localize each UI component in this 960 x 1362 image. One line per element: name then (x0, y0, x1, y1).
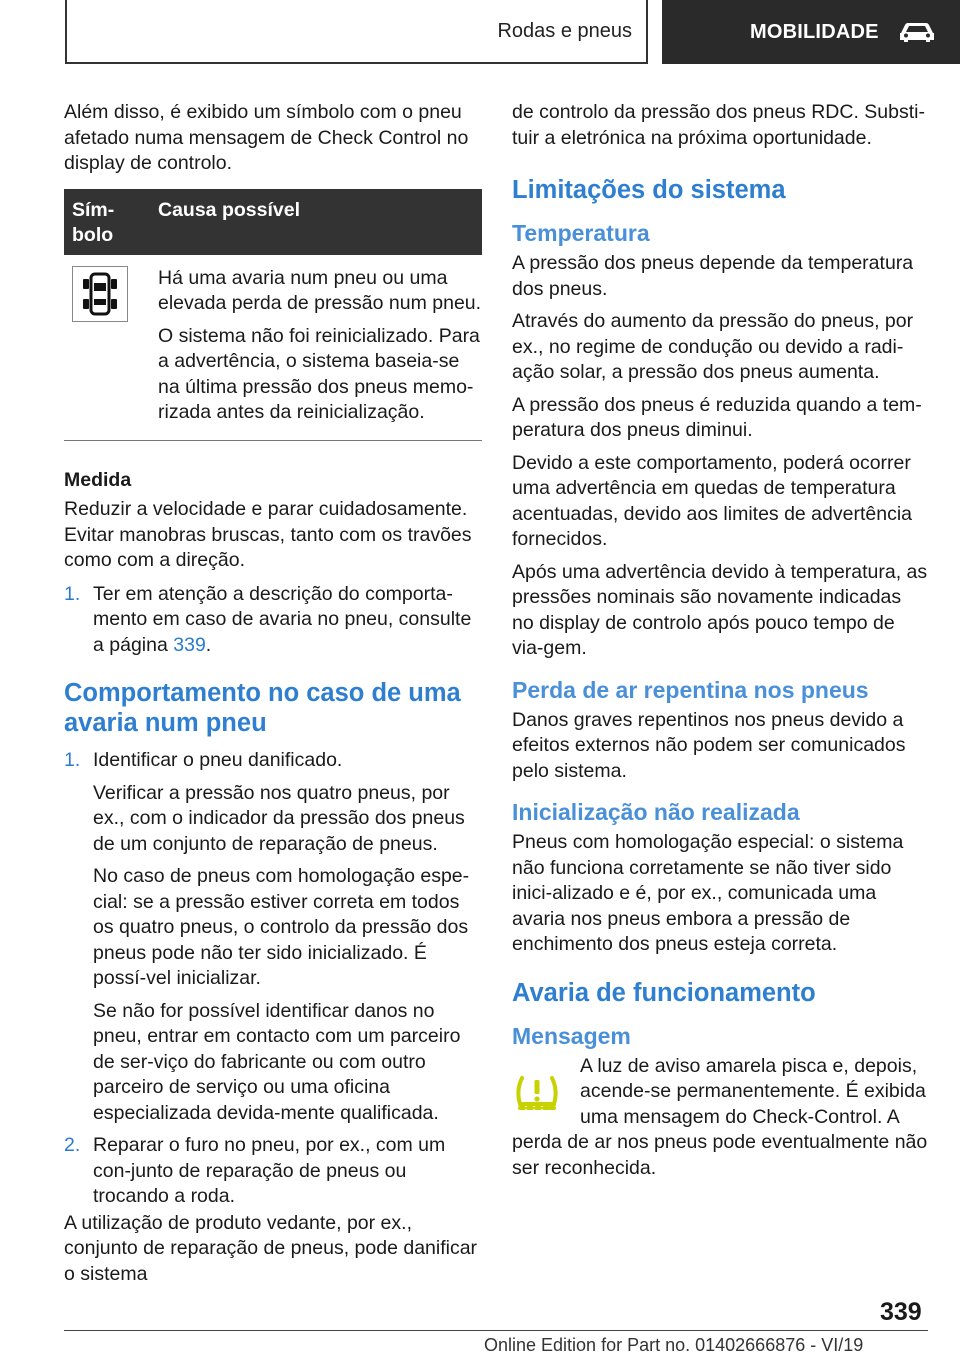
table-row (64, 255, 482, 441)
closing-text: A utilização de produto vedante, por ex., conjunto de reparação de pneus, pode danificar o sistema (64, 1211, 478, 1285)
heading-comportamento: Comportamento no caso de uma avaria num pneu (64, 679, 461, 737)
warning-message-block (512, 1054, 928, 1182)
list-item (64, 1133, 482, 1210)
temperatura-text: Devido a este comportamento, poderá ocorrer uma advertência em quedas de temperatura acentuadas, devido aos limites de advertência fornecidos. (512, 451, 912, 550)
step-text: Se não for possível identificar danos no pneu, entrar em contacto com um parceiro de ser-viço do fabricante ou com outro parceiro de serviço ou uma oficina especializada devida-mente qualificada. (93, 999, 461, 1124)
step-number: 1. (64, 582, 81, 605)
tire-pressure-warning-icon (512, 1068, 562, 1118)
step-text: Reparar o furo no pneu, por ex., com um con-junto de reparação de pneus ou trocando a roda. (93, 1134, 446, 1207)
step-number: 1. (64, 749, 81, 771)
inicializacao-text: Pneus com homologação especial: o sistema não funciona corretamente se não tiver sido inici-alizado e é, por ex., comunicada uma avaria nos pneus embora a pressão de enchimento dos pneus esteja correta. (512, 831, 904, 955)
temperatura-text: Após uma advertência devido à temperatura, as pressões nominais são novamente indicadas no display de controlo após pouco tempo de via-gem. (512, 560, 928, 659)
car-icon (897, 20, 937, 44)
intro-text: Além disso, é exibido um símbolo com o pneu afetado numa mensagem de Check Control no display de controlo. (64, 101, 469, 174)
symbol-table (64, 189, 482, 441)
temperatura-text: A pressão dos pneus depende da temperatura dos pneus. (512, 252, 914, 300)
list-item: 1. Ter em atenção a descrição do comporta-mento em caso de avaria no pneu, consulte a página 339. (64, 582, 472, 656)
cause-text-2: O sistema não foi reinicializado. Para a advertência, o sistema baseia-se na última pressão dos pneus memo-rizada antes da reinicialização. (158, 324, 480, 423)
heading-avaria: Avaria de funcionamento (512, 978, 816, 1007)
perda-text: Danos graves repentinos nos pneus devido a efeitos externos não podem ser comunicados pelo sistema. (512, 708, 906, 782)
left-column (64, 100, 482, 1294)
step-text: Identificar o pneu danificado. (93, 749, 343, 771)
table-header-cause: Causa possível (158, 198, 300, 221)
medida-heading: Medida (64, 468, 132, 491)
section-header (65, 0, 648, 64)
right-column (512, 100, 928, 1188)
edition-footer: Online Edition for Part no. 01402666876 - VI/19 (484, 1335, 864, 1355)
page-link[interactable]: 339 (173, 633, 206, 656)
mensagem-text: A luz de aviso amarela pisca e, depois, acende-se permanentemente. É exibida uma mensagem do Check-Control. A perda de ar nos pneus pode eventualmente não ser reconhecida. (512, 1054, 928, 1179)
chapter-header (662, 0, 960, 64)
footer-divider (64, 1330, 928, 1331)
table-header-symbol: Sím-bolo (72, 198, 115, 246)
temperatura-text: A pressão dos pneus é reduzida quando a tem-peratura dos pneus diminui. (512, 393, 922, 441)
tire-pressure-car-icon (72, 266, 128, 322)
table-cell-symbol (64, 266, 158, 433)
heading-limitacoes: Limitações do sistema (512, 176, 786, 204)
step-text: Verificar a pressão nos quatro pneus, por ex., com o indicador da pressão dos pneus de um conjunto de reparação de pneus. (93, 781, 465, 855)
step-text: Ter em atenção a descrição do comporta-mento em caso de avaria no pneu, consulte a página (93, 582, 472, 656)
step-text: No caso de pneus com homologação espe-cial: se a pressão estiver correta em todos os quatro pneus, o controlo da pressão dos pneus pode não ter sido inicializado. É possí-vel inicializar. (93, 865, 470, 989)
table-cell-cause (158, 266, 482, 433)
list-item (64, 748, 482, 1126)
chapter-title: MOBILIDADE (750, 20, 879, 43)
heading-mensagem: Mensagem (512, 1022, 631, 1049)
heading-temperatura: Temperatura (512, 220, 650, 246)
medida-text: Reduzir a velocidade e parar cuidadosamente. Evitar manobras bruscas, tanto com os travões como com a direção. (64, 498, 472, 571)
comportamento-steps (64, 748, 482, 1210)
continued-text: de controlo da pressão dos pneus RDC. Substi-tuir a eletrónica na próxima oportunidade. (512, 101, 925, 149)
medida-steps (64, 582, 482, 659)
table-header (64, 189, 482, 255)
heading-inicializacao: Inicialização não realizada (512, 799, 800, 825)
step-number: 2. (64, 1134, 81, 1156)
page-number: 339 (880, 1298, 922, 1326)
cause-text-1: Há uma avaria num pneu ou uma elevada perda de pressão num pneu. (158, 266, 482, 314)
section-title: Rodas e pneus (497, 19, 632, 42)
heading-perda: Perda de ar repentina nos pneus (512, 676, 869, 703)
temperatura-text: Através do aumento da pressão do pneus, por ex., no regime de condução ou devido a radi-ação solar, a pressão dos pneus aumenta. (512, 310, 914, 383)
